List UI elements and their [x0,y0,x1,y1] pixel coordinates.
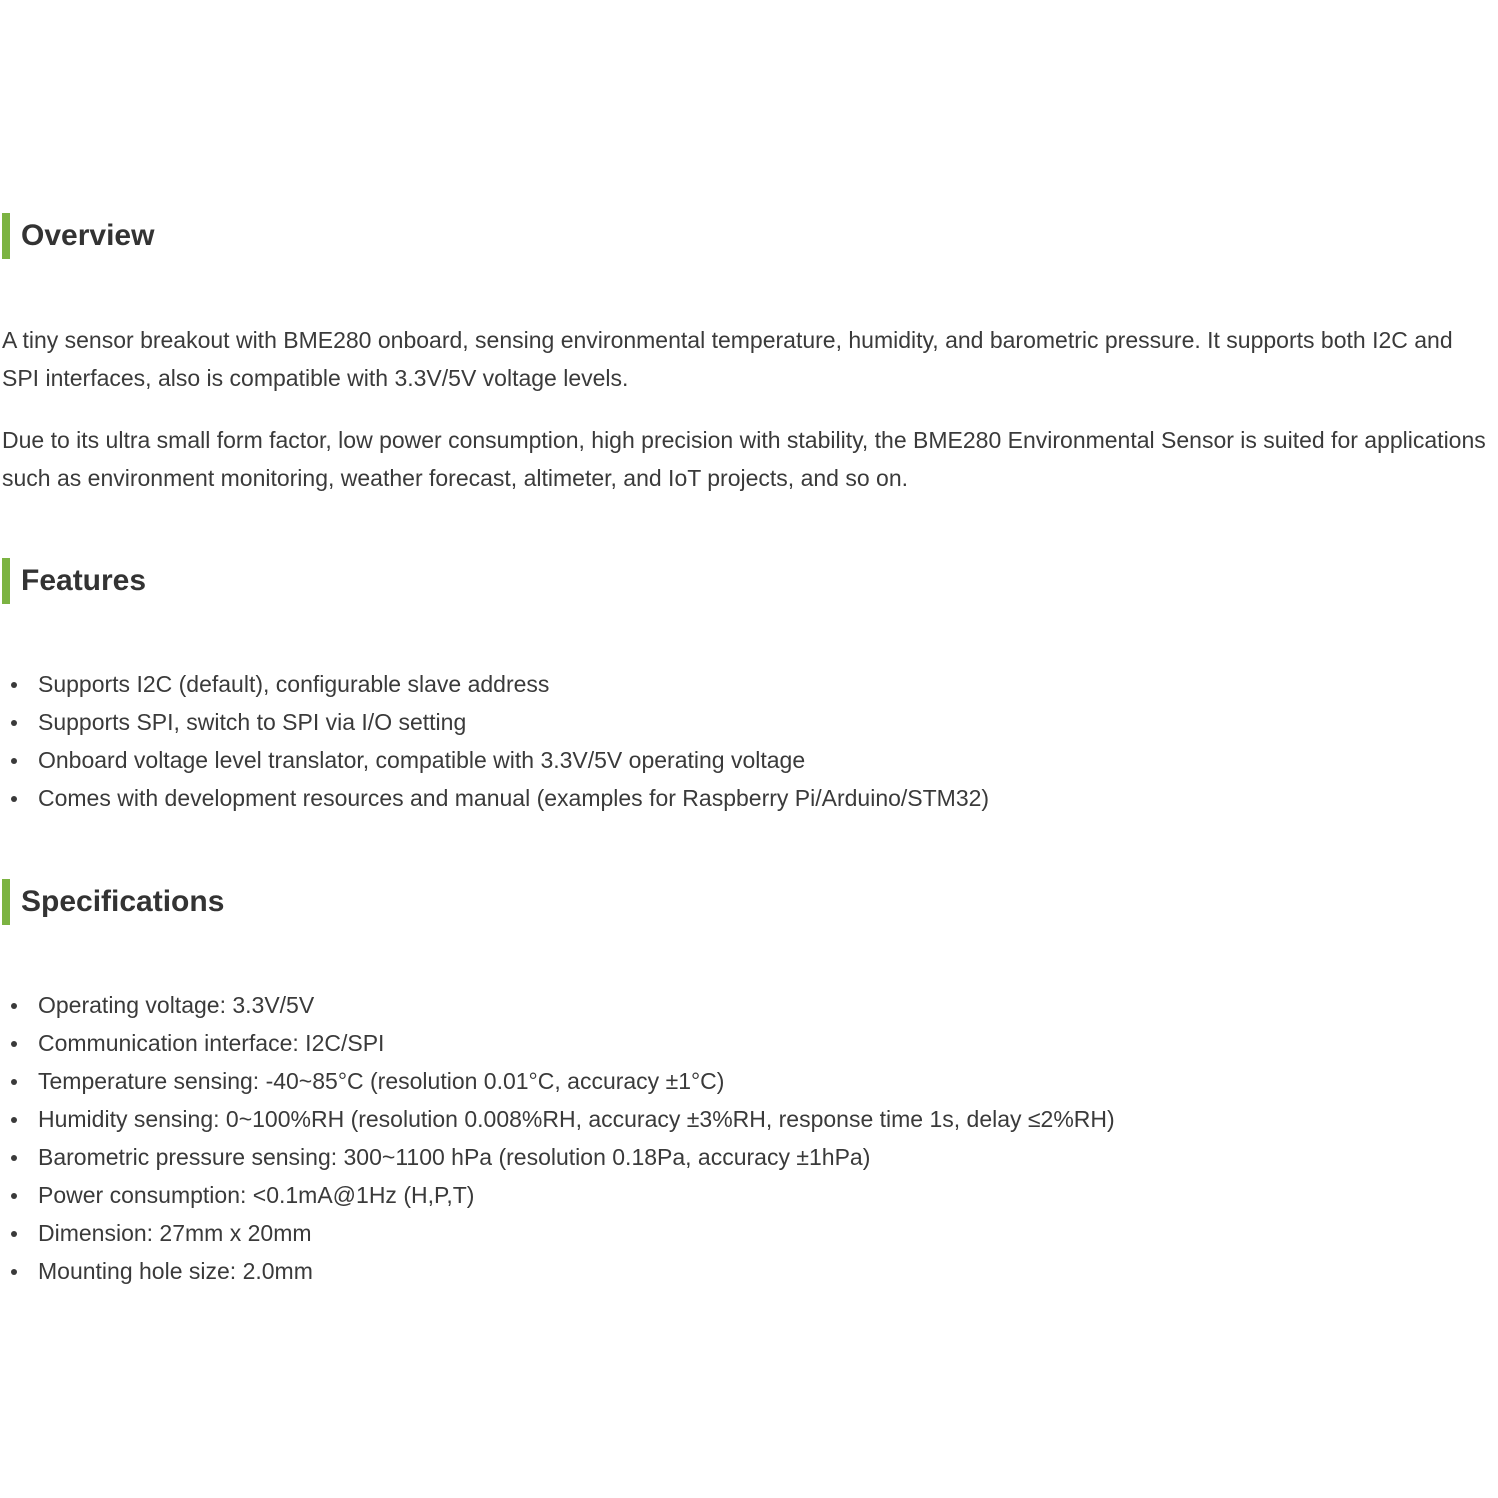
overview-paragraph-1: A tiny sensor breakout with BME280 onboard, sensing environmental temperature, humidity, and barometric pressure. It supports both I2C and SPI interfaces, also is compatible with 3.3V/5V voltage levels. [2,327,1453,391]
list-item: Supports SPI, switch to SPI via I/O setting [0,703,1480,741]
list-item: Temperature sensing: -40~85°C (resolution 0.01°C, accuracy ±1°C) [0,1062,1480,1100]
list-item: Barometric pressure sensing: 300~1100 hPa (resolution 0.18Pa, accuracy ±1hPa) [0,1138,1480,1176]
list-item: Communication interface: I2C/SPI [0,1024,1480,1062]
features-heading: Features [2,558,146,604]
features-list [0,665,1480,817]
specifications-list [0,986,1480,1290]
list-item: Operating voltage: 3.3V/5V [0,986,1480,1024]
specifications-heading: Specifications [2,879,224,925]
list-item: Mounting hole size: 2.0mm [0,1252,1480,1290]
overview-paragraph-2: Due to its ultra small form factor, low power consumption, high precision with stability, the BME280 Environmental Sensor is suited for applications such as environment monitoring, weather forecast, altimeter, and IoT projects, and so on. [2,427,1486,491]
overview-heading: Overview [2,213,154,259]
list-item: Power consumption: <0.1mA@1Hz (H,P,T) [0,1176,1480,1214]
list-item: Dimension: 27mm x 20mm [0,1214,1480,1252]
list-item: Comes with development resources and manual (examples for Raspberry Pi/Arduino/STM32) [0,779,1480,817]
list-item: Humidity sensing: 0~100%RH (resolution 0.008%RH, accuracy ±3%RH, response time 1s, delay ≤2%RH) [0,1100,1480,1138]
list-item: Onboard voltage level translator, compatible with 3.3V/5V operating voltage [0,741,1480,779]
list-item: Supports I2C (default), configurable slave address [0,665,1480,703]
